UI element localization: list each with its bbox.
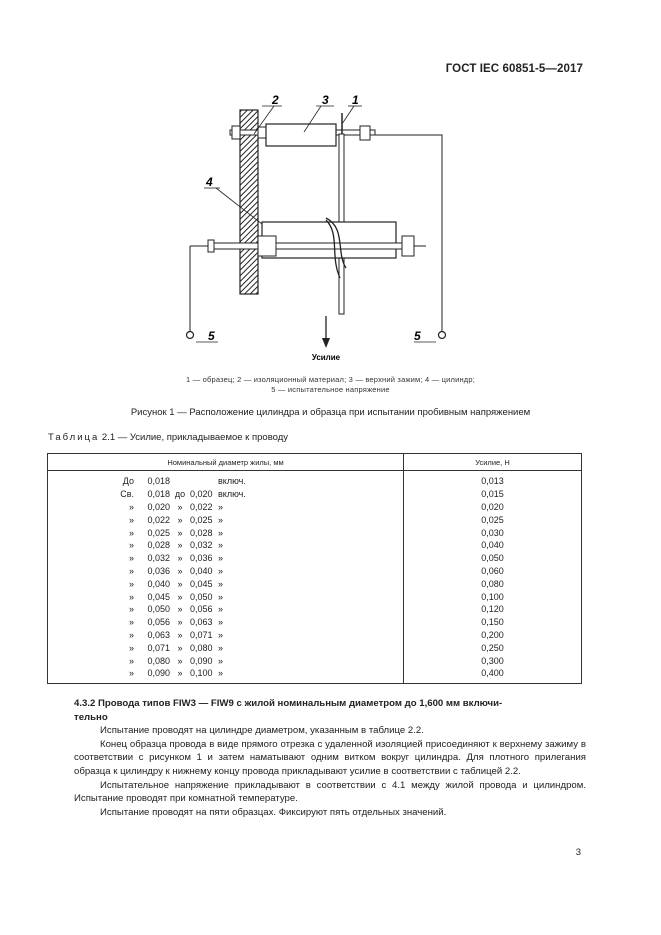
- callout-1: 1: [352, 93, 359, 107]
- diameter-pre: »: [128, 565, 134, 576]
- diameter-to: 0,040: [190, 565, 213, 576]
- table-row: [48, 565, 582, 578]
- diameter-mid: »: [177, 655, 183, 666]
- diameter-mid: »: [177, 591, 183, 602]
- diameter-pre: »: [128, 540, 134, 551]
- callout-3: 3: [322, 93, 329, 107]
- callout-4: 4: [206, 175, 213, 189]
- table-row: [48, 654, 582, 667]
- diameter-cell: [48, 654, 404, 667]
- diameter-to: 0,022: [190, 501, 213, 512]
- figure-legend-line-2: 5 — испытательное напряжение: [271, 385, 390, 394]
- figure-legend-line-1: 1 — образец; 2 — изоляционный материал; 3 — верхний зажим; 4 — цилиндр;: [185, 375, 476, 384]
- force-cell: 0,040: [404, 539, 582, 552]
- table-row: [48, 539, 582, 552]
- diameter-suf: »: [218, 655, 224, 666]
- diameter-from: 0,056: [147, 617, 170, 628]
- diameter-cell: [48, 488, 404, 501]
- column-header-diameter: Номинальный диаметр жилы, мм: [48, 454, 404, 471]
- force-cell: 0,060: [404, 565, 582, 578]
- force-cell: 0,013: [404, 471, 582, 488]
- diameter-from: 0,022: [147, 514, 170, 525]
- diameter-from: 0,025: [147, 527, 170, 538]
- paragraph-4: Испытание проводят на пяти образцах. Фиксируют пять отдельных значений.: [100, 806, 447, 818]
- diameter-mid: »: [177, 540, 183, 551]
- diameter-mid: »: [177, 629, 183, 640]
- figure-caption: Рисунок 1 — Расположение цилиндра и образца при испытании пробивным напряжением: [130, 407, 531, 418]
- force-cell: 0,100: [404, 590, 582, 603]
- diameter-from: 0,028: [147, 540, 170, 551]
- table-row: [48, 641, 582, 654]
- diameter-from: 0,020: [147, 501, 170, 512]
- diameter-from: 0,040: [147, 578, 170, 589]
- diameter-from: 0,032: [147, 553, 170, 564]
- table-row: [48, 471, 582, 488]
- table-body: [48, 471, 582, 684]
- force-cell: 0,030: [404, 526, 582, 539]
- diameter-from: 0,050: [147, 604, 170, 615]
- diameter-suf: »: [218, 578, 224, 589]
- diameter-pre: »: [128, 514, 134, 525]
- column-header-force: Усилие, Н: [404, 454, 582, 471]
- diameter-cell: [48, 590, 404, 603]
- paragraph-2: Конец образца провода в виде прямого отрезка с удаленной изоляцией присоединяют к верхнему зажиму в соответствии с рисунком 1 и затем наматывают одним витком вокруг цилиндра. Для плотного прилегания образца к цилиндру к нижнему концу провода прикладывают усилие в соответствии с таблицей 2.2.: [74, 738, 586, 777]
- diameter-cell: [48, 526, 404, 539]
- diameter-mid: »: [177, 642, 183, 653]
- table-row: [48, 667, 582, 683]
- diameter-mid: »: [177, 514, 183, 525]
- table-row: [48, 629, 582, 642]
- force-cell: 0,025: [404, 513, 582, 526]
- diameter-from: 0,080: [147, 655, 170, 666]
- diameter-to: 0,032: [190, 540, 213, 551]
- force-cell: 0,015: [404, 488, 582, 501]
- table-row: [48, 616, 582, 629]
- diameter-suf: включ.: [218, 476, 246, 487]
- diameter-pre: »: [128, 668, 134, 679]
- diameter-to: 0,020: [190, 489, 213, 500]
- diameter-cell: [48, 603, 404, 616]
- diameter-to: 0,028: [190, 527, 213, 538]
- callout-5-right: 5: [414, 329, 421, 343]
- diameter-to: 0,036: [190, 553, 213, 564]
- diameter-from: 0,090: [147, 668, 170, 679]
- force-cell: 0,050: [404, 552, 582, 565]
- table-row: [48, 501, 582, 514]
- section-4-3-2: [74, 697, 586, 819]
- table-title-prefix: Таблица: [48, 432, 100, 443]
- diameter-suf: включ.: [218, 489, 246, 500]
- diameter-pre: До: [122, 476, 134, 487]
- diameter-from: 0,018: [147, 476, 170, 487]
- diameter-pre: »: [128, 617, 134, 628]
- force-cell: 0,200: [404, 629, 582, 642]
- diameter-pre: »: [128, 527, 134, 538]
- table-row: [48, 488, 582, 501]
- section-heading-continuation: тельно: [74, 711, 108, 723]
- diameter-suf: »: [218, 501, 224, 512]
- page-number: 3: [575, 847, 581, 858]
- diameter-to: 0,090: [190, 655, 213, 666]
- diameter-pre: »: [128, 553, 134, 564]
- table-title-text: 2.1 — Усилие, прикладываемое к проводу: [101, 432, 288, 443]
- diameter-mid: »: [177, 668, 183, 679]
- diameter-suf: »: [218, 617, 224, 628]
- diameter-mid: »: [177, 565, 183, 576]
- diameter-suf: »: [218, 604, 224, 615]
- callout-2: 2: [272, 93, 279, 107]
- table-title: [48, 432, 288, 443]
- force-cell: 0,120: [404, 603, 582, 616]
- diameter-pre: »: [128, 501, 134, 512]
- table-row: [48, 552, 582, 565]
- diameter-mid: »: [177, 527, 183, 538]
- diameter-cell: [48, 552, 404, 565]
- diameter-cell: [48, 565, 404, 578]
- table-row: [48, 577, 582, 590]
- diameter-to: 0,056: [190, 604, 213, 615]
- diameter-from: 0,063: [147, 629, 170, 640]
- diameter-cell: [48, 539, 404, 552]
- table-row: [48, 590, 582, 603]
- force-cell: 0,250: [404, 641, 582, 654]
- diameter-to: 0,080: [190, 642, 213, 653]
- diameter-to: 0,100: [190, 668, 213, 679]
- diameter-cell: [48, 641, 404, 654]
- document-header: ГОСТ IEC 60851-5—2017: [445, 63, 583, 75]
- force-cell: 0,400: [404, 667, 582, 683]
- diameter-suf: »: [218, 668, 224, 679]
- diameter-from: 0,018: [147, 489, 170, 500]
- diameter-mid: до: [174, 489, 186, 500]
- diameter-suf: »: [218, 514, 224, 525]
- diameter-suf: »: [218, 565, 224, 576]
- diameter-pre: »: [128, 642, 134, 653]
- diameter-pre: Св.: [120, 489, 134, 500]
- force-cell: 0,300: [404, 654, 582, 667]
- diameter-suf: »: [218, 642, 224, 653]
- diameter-suf: »: [218, 591, 224, 602]
- upper-clamp: [266, 124, 336, 146]
- table-row: [48, 513, 582, 526]
- insulating-plate: [240, 110, 258, 294]
- diameter-suf: »: [218, 527, 224, 538]
- diameter-cell: [48, 501, 404, 514]
- diameter-from: 0,045: [147, 591, 170, 602]
- force-cell: 0,020: [404, 501, 582, 514]
- callout-5-left: 5: [208, 329, 215, 343]
- diameter-mid: »: [177, 553, 183, 564]
- diameter-mid: »: [177, 604, 183, 615]
- diameter-to: 0,063: [190, 617, 213, 628]
- force-label: Усилие: [311, 353, 341, 362]
- diameter-cell: [48, 471, 404, 488]
- diameter-suf: »: [218, 629, 224, 640]
- paragraph-3: Испытательное напряжение прикладывают в соответствии с 4.1 между жилой провода и цилиндром. Испытание проводят при комнатной температуре.: [74, 779, 586, 805]
- diameter-suf: »: [218, 553, 224, 564]
- paragraph-1: Испытание проводят на цилиндре диаметром, указанным в таблице 2.2.: [100, 725, 424, 737]
- diameter-pre: »: [128, 591, 134, 602]
- cylinder: [262, 222, 396, 258]
- table-row: [48, 603, 582, 616]
- diameter-suf: »: [218, 540, 224, 551]
- diameter-cell: [48, 616, 404, 629]
- diameter-mid: »: [177, 501, 183, 512]
- diameter-pre: »: [128, 655, 134, 666]
- diameter-to: 0,050: [190, 591, 213, 602]
- diameter-pre: »: [128, 604, 134, 615]
- force-cell: 0,080: [404, 577, 582, 590]
- force-cell: 0,150: [404, 616, 582, 629]
- diameter-cell: [48, 577, 404, 590]
- table-row: [48, 526, 582, 539]
- diameter-from: 0,036: [147, 565, 170, 576]
- diameter-cell: [48, 667, 404, 683]
- diameter-from: 0,071: [147, 642, 170, 653]
- apparatus-figure: [150, 88, 450, 368]
- diameter-mid: »: [177, 578, 183, 589]
- diameter-to: 0,045: [190, 578, 213, 589]
- diameter-to: 0,025: [190, 514, 213, 525]
- diameter-pre: »: [128, 578, 134, 589]
- diameter-mid: »: [177, 617, 183, 628]
- diameter-cell: [48, 629, 404, 642]
- diameter-pre: »: [128, 629, 134, 640]
- section-heading: 4.3.2 Провода типов FIW3 — FIW9 с жилой номинальным диаметром до 1,600 мм включи-: [74, 698, 503, 709]
- diameter-cell: [48, 513, 404, 526]
- diameter-to: 0,071: [190, 629, 213, 640]
- force-table: [47, 453, 582, 684]
